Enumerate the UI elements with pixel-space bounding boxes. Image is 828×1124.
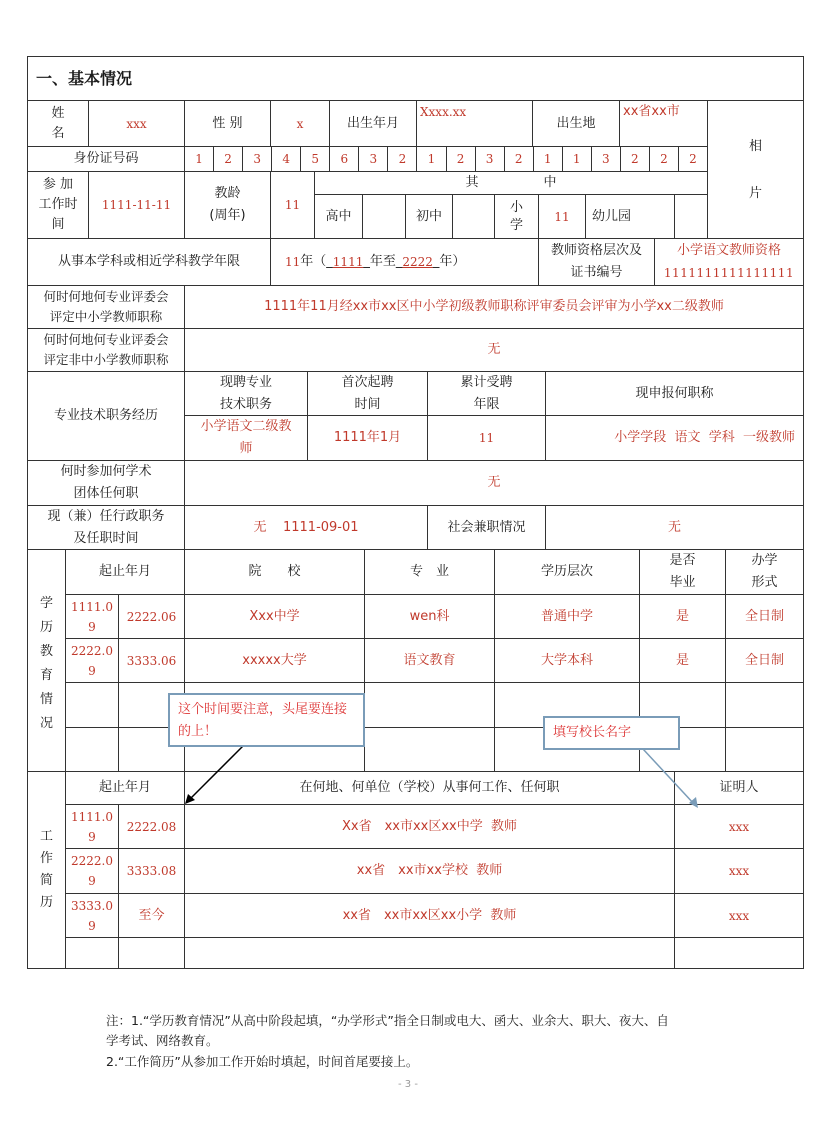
first-hire-date: 1111年1月 (333, 430, 402, 445)
subject-years-value: 11 年（ _ 1111 _ 年至 _ 2222 _ 年） (271, 239, 538, 285)
text: 年） (439, 254, 466, 269)
text: 年至 (369, 254, 396, 269)
tech-duty-header: 现聘专业 技术职务 (219, 374, 272, 412)
tech-duty-header: 累计受聘 年限 (460, 374, 513, 412)
id-label: 身份证号码 (73, 151, 139, 166)
id-digit: 1 (195, 152, 203, 166)
id-digit: 3 (485, 152, 494, 166)
note-line-2: 学考试、网络教育。 (106, 1033, 219, 1048)
page-number: - 3 - (398, 1079, 418, 1090)
work-start: 2222.0 9 (71, 854, 113, 888)
note-line-1: 注：1.“学历教育情况”从高中阶段起填，“办学形式”指全日制或电大、函大、业余大、职大、夜大、自 (106, 1013, 669, 1028)
title-primary-label: 何时何地何专业评委会 评定中小学教师职称 (43, 289, 169, 324)
education-header: 办学 形式 (751, 553, 778, 590)
callout-principal-note: 填写校长名字 (543, 716, 680, 750)
id-digit: 2 (514, 152, 523, 166)
edu-start: 1111.0 9 (71, 599, 113, 634)
admin-value: 无 1111-09-01 (253, 519, 359, 535)
cert-label: 教师资格层次及 证书编号 (550, 243, 642, 280)
work-description: Xx省 xx市xx区xx中学 教师 (341, 818, 518, 834)
arrow-head (689, 797, 698, 808)
education-header: 是否 毕业 (669, 553, 696, 590)
cert-name: 小学语文教师资格 (676, 243, 781, 258)
title-primary-value: 1111年11月经xx市xx区中小学初级教师职称评审委员会评审为小学xx二级教师 (264, 299, 724, 314)
edu-start: 2222.0 9 (71, 643, 113, 678)
birthplace-label: 出生地 (556, 115, 596, 131)
edu-major: wen科 (409, 608, 450, 624)
tech-duty-label: 专业技术职务经历 (53, 408, 158, 423)
academic-label: 何时参加何学术 团体任何职 (60, 464, 152, 501)
work-witness: xxx (728, 908, 750, 923)
work-start-label: 参 加 工作时 间 (38, 177, 78, 232)
subject-years-label: 从事本学科或相近学科教学年限 (57, 254, 240, 269)
tech-duty-header: 现申报何职称 (635, 385, 714, 401)
name-value: xxx (126, 116, 147, 131)
teaching-age-label: 教龄 (周年) (209, 186, 246, 223)
photo-label: 片 (748, 186, 762, 201)
note-line-3: 2.“工作简历”从参加工作开始时填起，时间首尾要接上。 (106, 1054, 419, 1069)
among-label: 其 中 (465, 175, 557, 190)
admin-label: 现（兼）任行政职务 及任职时间 (47, 508, 165, 546)
education-header: 起止年月 (98, 564, 151, 579)
current-position: 小学语文二级教 师 (200, 419, 292, 456)
id-digit: 6 (340, 152, 349, 166)
id-digit: 2 (398, 152, 407, 166)
work-end: 3333.08 (126, 864, 177, 878)
work-header: 证明人 (719, 780, 759, 795)
edu-end: 3333.06 (126, 653, 177, 668)
high-school-label: 高中 (325, 208, 352, 224)
id-digit: 2 (631, 152, 639, 166)
kindergarten-label: 幼儿园 (592, 208, 632, 224)
edu-major: 语文教育 (403, 652, 456, 668)
section-title: 一、基本情况 (36, 69, 133, 88)
work-header: 在何地、何单位（学校）从事何工作、任何职 (299, 780, 560, 795)
social-value: 无 (667, 519, 681, 535)
education-header: 院 校 (248, 564, 301, 579)
birth-label: 出生年月 (346, 115, 399, 131)
subject-years-count: 11 (285, 255, 301, 269)
gender-label: 性 别 (212, 115, 243, 131)
id-digit: 3 (369, 152, 378, 166)
id-digit: 1 (543, 152, 552, 166)
edu-level: 大学本科 (540, 652, 593, 668)
id-digit: 1 (572, 152, 581, 166)
middle-school-label: 初中 (415, 208, 442, 224)
edu-graduated: 是 (675, 608, 689, 624)
primary-value: 11 (554, 209, 570, 224)
work-side-label: 工 作 简 历 (39, 829, 53, 910)
edu-end: 2222.06 (126, 609, 177, 624)
edu-mode: 全日制 (744, 608, 784, 624)
name-label: 姓 名 (51, 105, 65, 141)
edu-level: 普通中学 (540, 608, 593, 624)
edu-graduated: 是 (675, 652, 689, 668)
teaching-age-value: 11 (284, 198, 301, 212)
edu-school: xxxxx大学 (242, 652, 307, 668)
id-digit: 1 (427, 152, 436, 166)
tech-duty-header: 首次起聘 时间 (341, 374, 394, 412)
id-digit: 4 (282, 152, 290, 166)
title-other-value: 无 (487, 342, 501, 357)
text: 年（ (300, 254, 327, 269)
edu-mode: 全日制 (744, 652, 784, 668)
birthplace-value: xx省xx市 (623, 104, 680, 119)
id-digit: 2 (660, 152, 668, 166)
id-digit: 2 (456, 152, 465, 166)
work-end: 2222.08 (126, 819, 177, 834)
education-header: 学历层次 (540, 564, 593, 579)
id-digit: 5 (311, 152, 320, 166)
work-end: 至今 (138, 907, 165, 923)
work-witness: xxx (728, 819, 750, 834)
work-witness: xxx (728, 864, 750, 878)
edu-school: Xxx中学 (249, 608, 300, 624)
work-start: 1111.0 9 (71, 809, 113, 844)
gender-value: x (296, 116, 304, 131)
subject-years-to: 2222 (402, 255, 433, 269)
cert-number: 1111111111111111 (663, 266, 795, 280)
work-header: 起止年月 (98, 780, 151, 795)
id-digit: 2 (224, 152, 232, 166)
birth-value: Xxxx.xx (420, 105, 467, 119)
social-label: 社会兼职情况 (447, 519, 526, 535)
id-digit: 2 (689, 152, 697, 166)
applied-title: 小学学段 语文 学科 一级教师 (614, 430, 795, 445)
academic-value: 无 (487, 475, 501, 490)
work-start: 3333.0 9 (71, 898, 113, 933)
title-other-label: 何时何地何专业评委会 评定非中小学教师职称 (43, 332, 169, 367)
arrow-to-work-start (188, 746, 243, 801)
work-start-value: 1111-11-11 (101, 198, 172, 212)
work-description: xx省 xx市xx学校 教师 (356, 863, 503, 878)
id-digit: 3 (253, 152, 261, 166)
photo-label: 相 (748, 139, 762, 154)
id-digit: 3 (601, 152, 610, 166)
primary-label: 小 学 (509, 199, 523, 233)
work-description: xx省 xx市xx区xx小学 教师 (342, 907, 517, 923)
callout-time-note: 这个时间要注意，头尾要连接的上！ (168, 693, 365, 747)
education-header: 专 业 (409, 564, 449, 579)
education-side-label: 学 历 教 育 情 况 (39, 596, 53, 731)
years-hired: 11 (478, 431, 495, 445)
arrow-to-witness (643, 749, 695, 805)
subject-years-from: 1111 (332, 255, 364, 269)
